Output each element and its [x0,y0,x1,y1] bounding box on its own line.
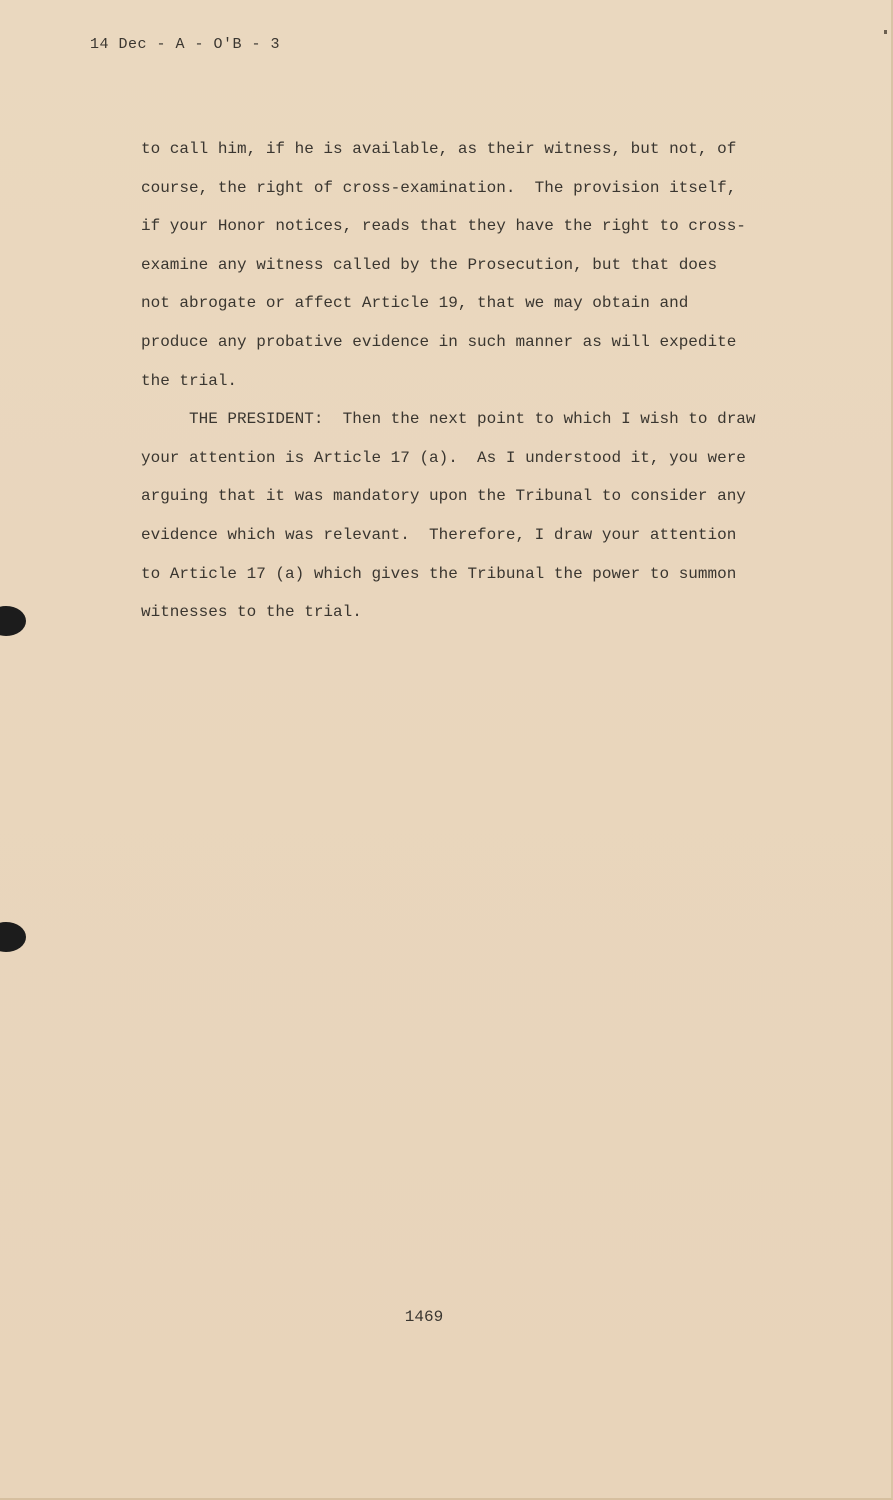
text-line: witnesses to the trial. [141,603,362,622]
text-line: your attention is Article 17 (a). As I understood it, you were [141,448,746,467]
text-line: not abrogate or affect Article 19, that we may obtain and [141,294,689,313]
page-number: 1469 [404,1308,444,1326]
page-header: 14 Dec - A - O'B - 3 [90,36,281,53]
text-line: course, the right of cross-examination. The provision itself, [141,178,737,197]
text-line: to Article 17 (a) which gives the Tribunal the power to summon [141,564,737,583]
speaker-line: THE PRESIDENT: Then the next point to which I wish to draw [141,410,756,429]
text-line: arguing that it was mandatory upon the Tribunal to consider any [141,487,746,506]
edge-mark [884,30,887,34]
text-line: if your Honor notices, reads that they have the right to cross- [141,217,746,236]
text-line: to call him, if he is available, as their witness, but not, of [141,140,737,158]
text-line: evidence which was relevant. Therefore, I draw your attention [141,525,737,544]
text-line: examine any witness called by the Prosecution, but that does [141,255,718,274]
transcript-body [141,130,781,632]
punch-hole [0,606,26,636]
text-line: the trial. [141,371,238,390]
text-line: produce any probative evidence in such manner as will expedite [141,332,737,351]
punch-hole [0,922,26,952]
